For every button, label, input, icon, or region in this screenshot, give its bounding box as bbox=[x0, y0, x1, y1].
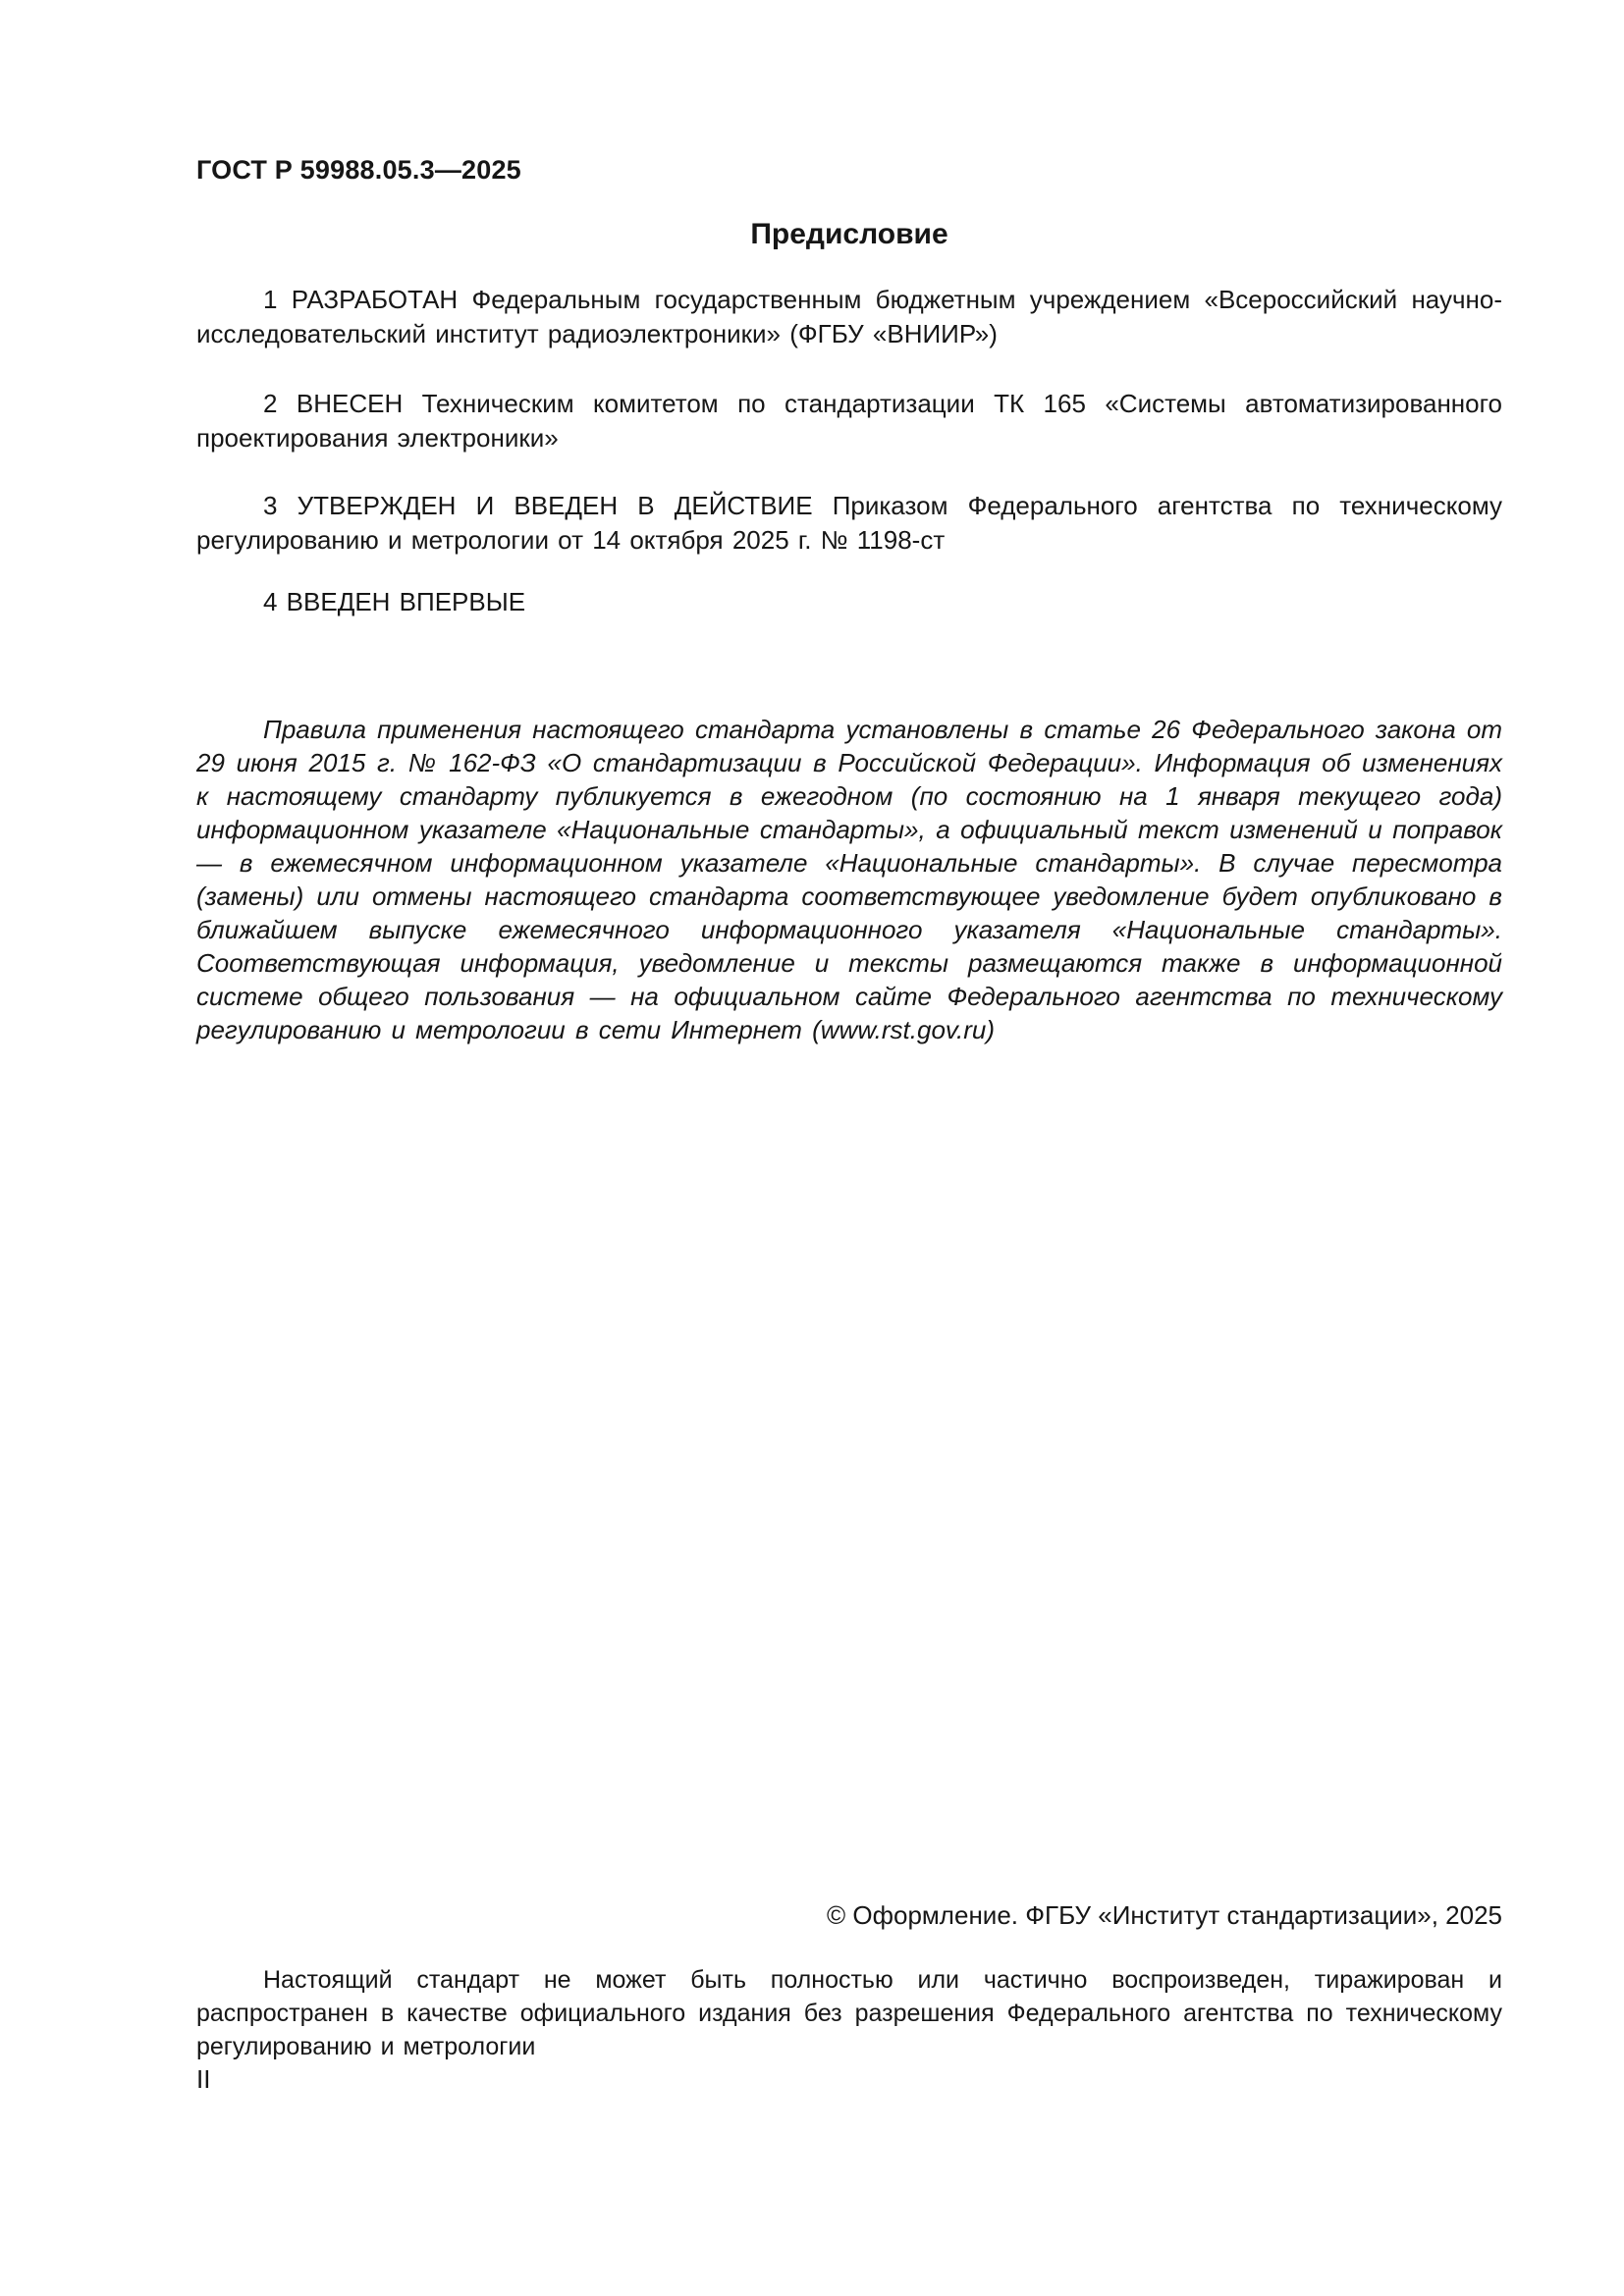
reproduction-restriction-note: Настоящий стандарт не может быть полностью или частично воспроизведен, тиражирован и распространен в качестве официального издания без разрешения Федерального агентства по техническому регулированию и метрологии bbox=[196, 1966, 1502, 2060]
foreword-item-3: 3 УТВЕРЖДЕН И ВВЕДЕН В ДЕЙСТВИЕ Приказом Федерального агентства по техническому регулированию и метрологии от 14 октября 2025 г. № 1198-ст bbox=[196, 491, 1502, 555]
section-title: Предисловие bbox=[750, 218, 948, 250]
rules-of-application-note: Правила применения настоящего стандарта установлены в статье 26 Федерального закона от 29 июня 2015 г. № 162-ФЗ «О стандартизации в Российской Федерации». Информация об изменениях к настоящему стандарту публикуется в ежегодном (по состоянию на 1 января текущего года) информационном указателе «Национальные стандарты», а официальный текст изменений и поправок — в ежемесячном информационном указателе «Национальные стандарты». В случае пересмотра (замены) или отмены настоящего стандарта соответствующее уведомление будет опубликовано в ближайшем выпуске ежемесячного информационного указателя «Национальные стандарты». Соответствующая информация, уведомление и тексты размещаются также в информационной системе общего пользования — на официальном сайте Федерального агентства по техническому регулированию и метрологии в сети Интернет (www.rst.gov.ru) bbox=[196, 715, 1502, 1044]
foreword-item-2: 2 ВНЕСЕН Техническим комитетом по стандартизации ТК 165 «Системы автоматизированного проектирования электроники» bbox=[196, 389, 1502, 453]
foreword-item-4: 4 ВВЕДЕН ВПЕРВЫЕ bbox=[263, 587, 526, 616]
copyright-line: © Оформление. ФГБУ «Институт стандартизации», 2025 bbox=[827, 1900, 1502, 1930]
doc-code: ГОСТ Р 59988.05.3—2025 bbox=[196, 155, 521, 185]
page-number: II bbox=[196, 2064, 211, 2094]
foreword-item-1: 1 РАЗРАБОТАН Федеральным государственным бюджетным учреждением «Всероссийский научно-исследовательский институт радиоэлектроники» (ФГБУ «ВНИИР») bbox=[196, 285, 1502, 348]
